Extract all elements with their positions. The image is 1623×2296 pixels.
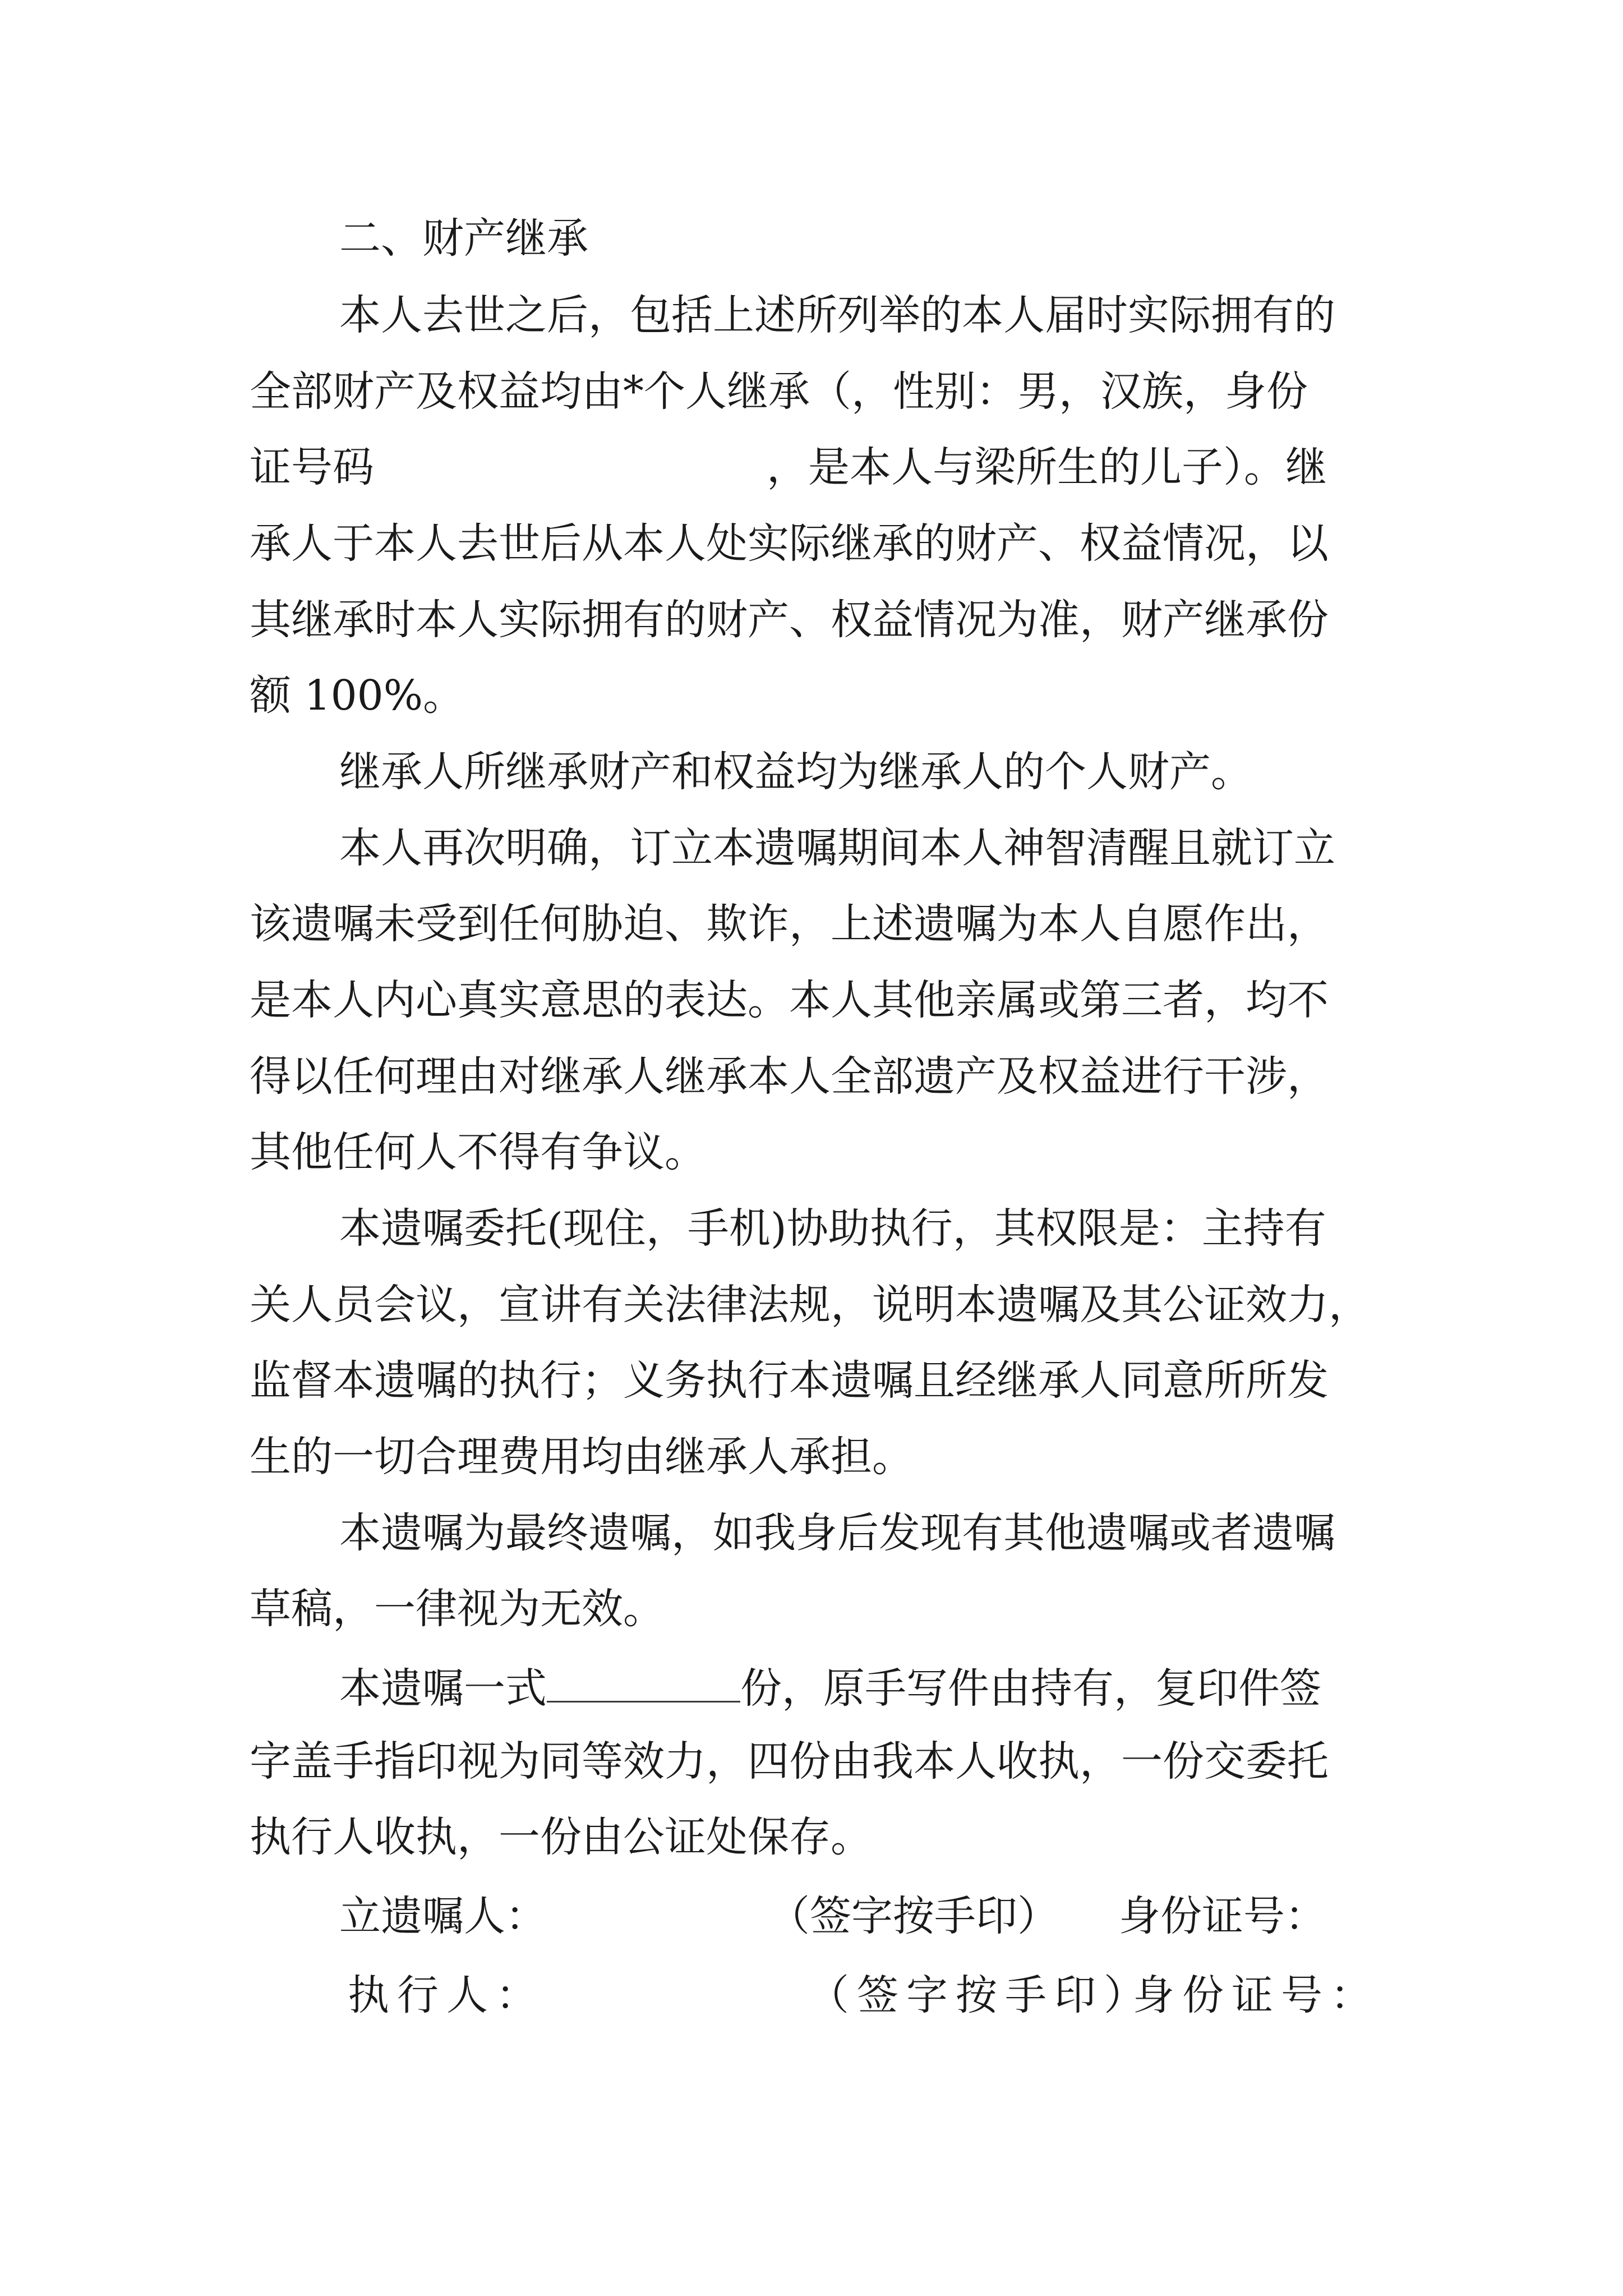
para1-line4: 承人于本人去世后从本人处实际继承的财产、权益情况，以 bbox=[250, 519, 1329, 568]
para1-line5: 其继承时本人实际拥有的财产、权益情况为准，财产继承份 bbox=[250, 596, 1329, 644]
para1-line3 bbox=[250, 439, 1327, 495]
para4-line2: 关人员会议，宣讲有关法律法规，说明本遗嘱及其公证效力， bbox=[250, 1281, 1370, 1329]
para4-line4: 生的一切合理费用均由继承人承担。 bbox=[250, 1433, 914, 1481]
para5-line2: 草稿，一律视为无效。 bbox=[250, 1585, 665, 1633]
testator-id-label: 身份证号： bbox=[1119, 1892, 1326, 1940]
para4-line1: 本遗嘱委托(现住，手机)协助执行，其权限是：主持有 bbox=[339, 1204, 1326, 1253]
para6-line1-end: 份，原手写件由持有，复印件签 bbox=[740, 1664, 1321, 1713]
testator-label: 立遗嘱人： bbox=[339, 1892, 547, 1940]
para3-line1: 本人再次明确，订立本遗嘱期间本人神智清醒且就订立 bbox=[339, 824, 1335, 872]
executor-id-label: 身份证号： bbox=[1133, 1971, 1380, 2019]
para3-line2: 该遗嘱未受到任何胁迫、欺诈，上述遗嘱为本人自愿作出， bbox=[250, 900, 1329, 948]
section-heading: 二、财产继承 bbox=[339, 214, 588, 263]
para1-line6: 额 100%。 bbox=[250, 671, 465, 720]
para2-line1: 继承人所继承财产和权益均为继承人的个人财产。 bbox=[339, 748, 1252, 796]
para5-line1: 本遗嘱为最终遗嘱，如我身后发现有其他遗嘱或者遗嘱 bbox=[339, 1509, 1335, 1557]
para6-line2: 字盖手指印视为同等效力，四份由我本人收执，一份交委托 bbox=[250, 1737, 1329, 1786]
executor-sign-note: （签字按手印） bbox=[808, 1971, 1153, 2019]
testator-sign-note: （签字按手印） bbox=[768, 1892, 1059, 1940]
para4-line3: 监督本遗嘱的执行；义务执行本遗嘱且经继承人同意所所发 bbox=[250, 1356, 1329, 1405]
para1-line3-end: ，是本人与梁所生的儿子）。继 bbox=[767, 443, 1327, 491]
para3-line5: 其他任何人不得有争议。 bbox=[250, 1128, 706, 1176]
para3-line3: 是本人内心真实意思的表达。本人其他亲属或第三者，均不 bbox=[250, 976, 1329, 1024]
para6-line1 bbox=[339, 1657, 1321, 1713]
copies-blank bbox=[547, 1657, 740, 1703]
para3-line4: 得以任何理由对继承人继承本人全部遗产及权益进行干涉， bbox=[250, 1052, 1329, 1101]
para6-line3: 执行人收执，一份由公证处保存。 bbox=[250, 1813, 872, 1861]
para1-line1: 本人去世之后，包括上述所列举的本人届时实际拥有的 bbox=[339, 291, 1335, 339]
para1-line3-start: 证号码 bbox=[250, 443, 374, 491]
executor-label: 执行人： bbox=[348, 1971, 545, 2019]
para1-line2: 全部财产及权益均由*个人继承（，性别：男，汉族，身份 bbox=[250, 367, 1308, 416]
para6-line1-start: 本遗嘱一式 bbox=[339, 1664, 547, 1713]
